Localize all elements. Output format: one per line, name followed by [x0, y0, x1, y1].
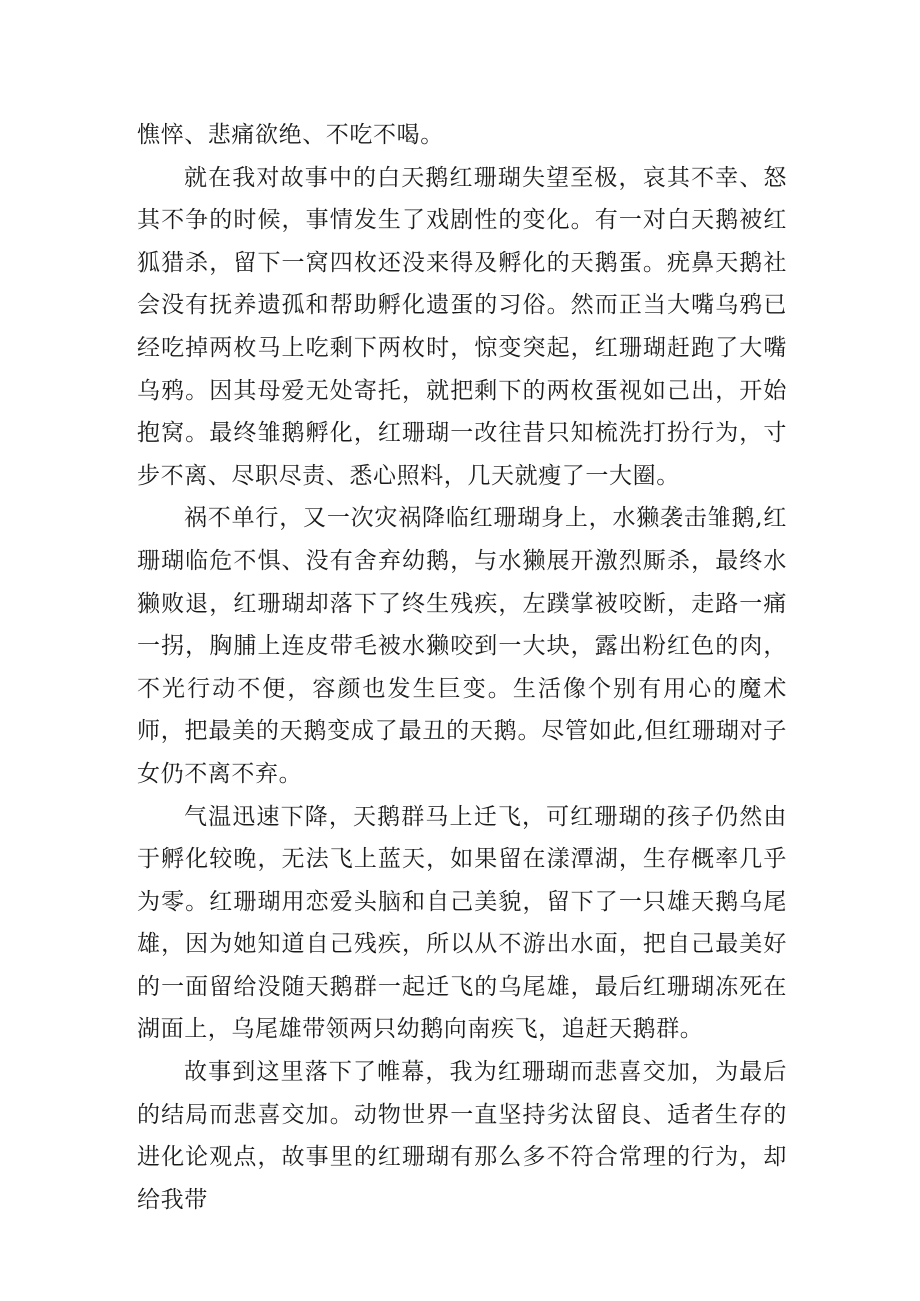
paragraph-1: 憔悴、悲痛欲绝、不吃不喝。	[137, 122, 444, 148]
paragraph-3: 祸不单行，又一次灾祸降临红珊瑚身上，水獭袭击雏鹅,红珊瑚临危不惧、没有舍弃幼鹅，与水獭展开激烈厮杀，最终水獭败退，红珊瑚却落下了终生残疾，左蹼掌被咬断，走路一痛一拐，胸脯上连皮带毛被水獭咬到一大块，露出粉红色的肉，不光行动不便，容颜也发生巨变。生活像个别有用心的魔术师，把最美的天鹅变成了最丑的天鹅。尽管如此,但红珊瑚对子女仍不离不弃。	[137, 505, 787, 787]
body-text	[137, 114, 787, 1221]
paragraph-5: 故事到这里落下了帷幕，我为红珊瑚而悲喜交加，为最后的结局而悲喜交加。动物世界一直坚持劣汰留良、适者生存的进化论观点，故事里的红珊瑚有那么多不符合常理的行为，却给我带	[137, 1059, 787, 1213]
paragraph-4: 气温迅速下降，天鹅群马上迁飞，可红珊瑚的孩子仍然由于孵化较晚，无法飞上蓝天，如果留在漾潭湖，生存概率几乎为零。红珊瑚用恋爱头脑和自己美貌，留下了一只雄天鹅乌尾雄，因为她知道自己残疾，所以从不游出水面，把自己最美好的一面留给没随天鹅群一起迁飞的乌尾雄，最后红珊瑚冻死在湖面上，乌尾雄带领两只幼鹅向南疾飞，追赶天鹅群。	[137, 803, 787, 1043]
paragraph-2: 就在我对故事中的白天鹅红珊瑚失望至极，哀其不幸、怒其不争的时候，事情发生了戏剧性的变化。有一对白天鹅被红狐猎杀，留下一窝四枚还没来得及孵化的天鹅蛋。疣鼻天鹅社会没有抚养遗孤和帮助孵化遗蛋的习俗。然而正当大嘴乌鸦已经吃掉两枚马上吃剩下两枚时，惊变突起，红珊瑚赶跑了大嘴乌鸦。因其母爱无处寄托，就把剩下的两枚蛋视如己出，开始抱窝。最终雏鹅孵化，红珊瑚一改往昔只知梳洗打扮行为，寸步不离、尽职尽责、悉心照料，几天就瘦了一大圈。	[137, 164, 787, 489]
